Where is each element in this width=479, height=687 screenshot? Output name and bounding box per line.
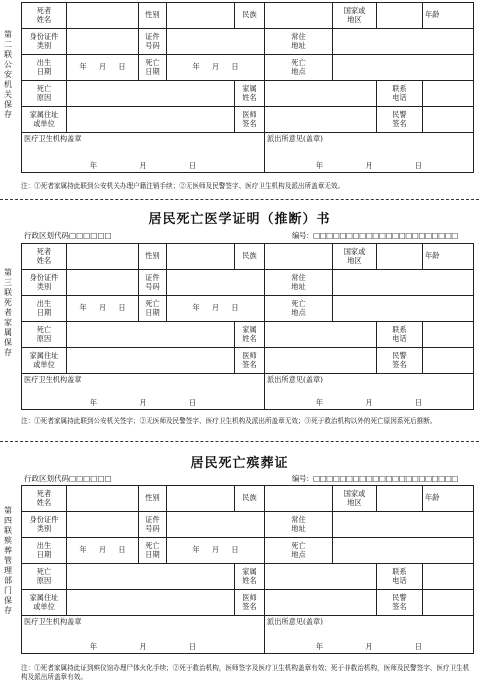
title-sec2: 居民死亡医学证明（推断）书 [148,212,331,227]
police-signature[interactable] [423,107,474,133]
residence-value[interactable] [333,512,474,538]
police-station-date: 年 月 日 [315,641,423,651]
region-code-sec3: 行政区划代码□□□□□□ [24,474,112,483]
gender-value[interactable] [167,3,235,29]
doctor-label: 医师 签名 [235,348,265,374]
age-label: 年龄 [423,486,474,512]
id-type-label: 身份证件 类别 [22,270,67,296]
police-label: 民警 签名 [377,590,423,616]
death-place-label: 死亡 地点 [265,296,333,322]
id-no-label: 证件 号码 [139,29,167,55]
family-label: 家属 姓名 [235,564,265,590]
gender-value[interactable] [167,244,235,270]
police-station-stamp[interactable] [265,616,474,654]
name-label: 死者 姓名 [22,244,67,270]
death-date[interactable]: 年 月 日 [167,296,265,322]
family-label: 家属 姓名 [235,81,265,107]
cut-line-1 [0,199,479,200]
family-addr-value[interactable] [67,107,235,133]
id-type-value[interactable] [67,270,139,296]
phone-value[interactable] [423,322,474,348]
family-value[interactable] [265,322,377,348]
death-date-label: 死亡 日期 [139,538,167,564]
family-addr-value[interactable] [67,348,235,374]
police-label: 民警 签名 [377,107,423,133]
phone-value[interactable] [423,81,474,107]
nation-value[interactable] [377,3,423,29]
cause-label: 死亡 原因 [22,564,67,590]
birth-date[interactable]: 年 月 日 [67,55,139,81]
form-table-sec1 [21,2,474,173]
name-value[interactable] [67,244,139,270]
death-place-value[interactable] [333,296,474,322]
med-org-stamp[interactable] [22,616,265,654]
police-label: 民警 签名 [377,348,423,374]
family-addr-label: 家属住址 或单位 [22,348,67,374]
gender-label: 性别 [139,244,167,270]
med-org-date: 年 月 日 [89,160,197,170]
cut-line-2 [0,441,479,442]
id-type-value[interactable] [67,512,139,538]
serial-number-sec2: 编号：□□□□□□□□□□□□□□□□□□□□□□ [292,231,458,240]
residence-value[interactable] [333,29,474,55]
cause-label: 死亡 原因 [22,322,67,348]
serial-number-sec3: 编号：□□□□□□□□□□□□□□□□□□□□□□ [292,474,458,483]
nation-value[interactable] [377,244,423,270]
nation-value[interactable] [377,486,423,512]
gender-value[interactable] [167,486,235,512]
med-org-label: 医疗卫生机构盖章 [24,617,82,626]
ethnicity-label: 民族 [235,486,265,512]
title-sec3: 居民死亡殡葬证 [190,456,289,471]
family-value[interactable] [265,81,377,107]
med-org-date: 年 月 日 [89,397,197,407]
id-type-value[interactable] [67,29,139,55]
family-addr-value[interactable] [67,590,235,616]
death-place-value[interactable] [333,55,474,81]
birth-label: 出生 日期 [22,296,67,322]
death-date-label: 死亡 日期 [139,55,167,81]
police-station-label: 派出所意见(盖章) [267,375,323,384]
police-signature[interactable] [423,348,474,374]
note-sec3: 注：①死者家属持此证到殡仪馆办理尸体火化手续；②死于救治机构，医师签字及医疗卫生机构盖章有效；死于非救治机构，医师及民警签字、医疗卫生机构及派出所盖章有效。 [21,664,470,681]
form-table-sec2 [21,243,474,410]
cause-value[interactable] [67,564,235,590]
birth-date[interactable]: 年 月 日 [67,296,139,322]
residence-label: 常住 地址 [265,512,333,538]
police-station-date: 年 月 日 [315,397,423,407]
id-type-label: 身份证件 类别 [22,512,67,538]
birth-label: 出生 日期 [22,55,67,81]
death-place-label: 死亡 地点 [265,538,333,564]
death-date[interactable]: 年 月 日 [167,538,265,564]
ethnicity-label: 民族 [235,3,265,29]
id-no-label: 证件 号码 [139,270,167,296]
doctor-signature[interactable] [265,348,377,374]
death-date[interactable]: 年 月 日 [167,55,265,81]
doctor-signature[interactable] [265,107,377,133]
doctor-signature[interactable] [265,590,377,616]
family-addr-label: 家属住址 或单位 [22,107,67,133]
side-label-sec2: 第三联 死者家属保存 [4,268,12,357]
nation-label: 国家或 地区 [333,486,377,512]
id-no-value[interactable] [167,270,265,296]
gender-label: 性别 [139,3,167,29]
name-label: 死者 姓名 [22,3,67,29]
ethnicity-value[interactable] [265,486,333,512]
note-sec2: 注：①死者家属持此联到公安机关签字；②无医师及民警签字、医疗卫生机构及派出所盖章无效；③死于救治机构以外的死亡原因系死后推断。 [21,417,437,425]
id-no-value[interactable] [167,512,265,538]
cause-label: 死亡 原因 [22,81,67,107]
police-station-label: 派出所意见(盖章) [267,134,323,143]
region-code-sec2: 行政区划代码□□□□□□ [24,231,112,240]
med-org-stamp[interactable] [22,133,265,173]
police-station-stamp[interactable] [265,133,474,173]
gender-label: 性别 [139,486,167,512]
doctor-label: 医师 签名 [235,107,265,133]
phone-value[interactable] [423,564,474,590]
family-addr-label: 家属住址 或单位 [22,590,67,616]
name-value[interactable] [67,486,139,512]
med-org-date: 年 月 日 [89,641,197,651]
cause-value[interactable] [67,322,235,348]
ethnicity-label: 民族 [235,244,265,270]
police-station-date: 年 月 日 [315,160,423,170]
ethnicity-value[interactable] [265,244,333,270]
form-table-sec3 [21,485,474,654]
name-label: 死者 姓名 [22,486,67,512]
ethnicity-value[interactable] [265,3,333,29]
age-label: 年龄 [423,3,474,29]
death-place-label: 死亡 地点 [265,55,333,81]
note-sec1: 注：①死者家属持此联到公安机关办理户籍注销手续；②无医师及民警签字、医疗卫生机构及派出所盖章无效。 [21,182,345,190]
med-org-label: 医疗卫生机构盖章 [24,375,82,384]
nation-label: 国家或 地区 [333,244,377,270]
family-label: 家属 姓名 [235,322,265,348]
side-label-sec1: 第二联 公安机关保存 [4,30,12,119]
birth-label: 出生 日期 [22,538,67,564]
age-label: 年龄 [423,244,474,270]
police-station-stamp[interactable] [265,374,474,410]
residence-value[interactable] [333,270,474,296]
phone-label: 联系 电话 [377,322,423,348]
name-value[interactable] [67,3,139,29]
residence-label: 常住 地址 [265,29,333,55]
death-place-value[interactable] [333,538,474,564]
cause-value[interactable] [67,81,235,107]
nation-label: 国家或 地区 [333,3,377,29]
residence-label: 常住 地址 [265,270,333,296]
med-org-stamp[interactable] [22,374,265,410]
id-type-label: 身份证件 类别 [22,29,67,55]
id-no-label: 证件 号码 [139,512,167,538]
police-signature[interactable] [423,590,474,616]
phone-label: 联系 电话 [377,564,423,590]
police-station-label: 派出所意见(盖章) [267,617,323,626]
phone-label: 联系 电话 [377,81,423,107]
doctor-label: 医师 签名 [235,590,265,616]
death-date-label: 死亡 日期 [139,296,167,322]
id-no-value[interactable] [167,29,265,55]
birth-date[interactable]: 年 月 日 [67,538,139,564]
family-value[interactable] [265,564,377,590]
med-org-label: 医疗卫生机构盖章 [24,134,82,143]
side-label-sec3: 第四联 殡葬管理部门保存 [4,506,12,615]
